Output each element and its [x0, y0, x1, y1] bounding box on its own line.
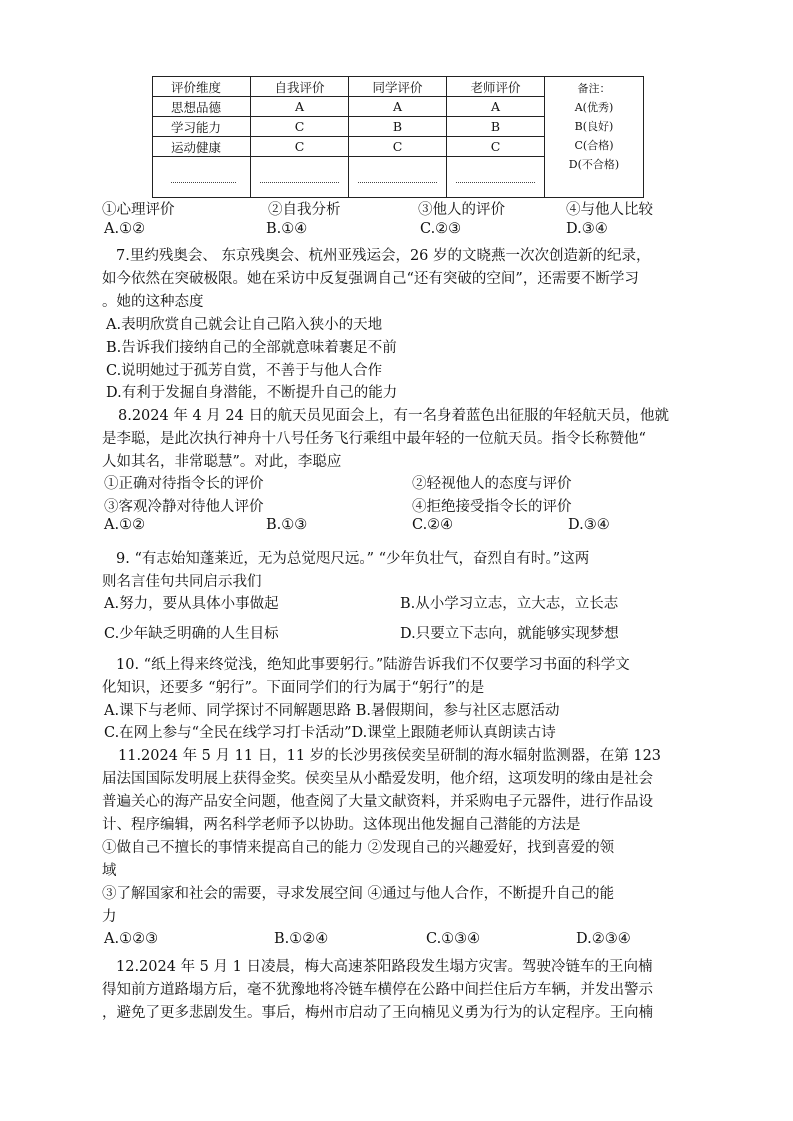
- q9-stem: 则名言佳句共同启示我们: [102, 574, 262, 590]
- q10-stem: 化知识，还要多 “躬行”。下面同学们的行为属于“躬行”的是: [102, 680, 485, 696]
- table-header: 同学评价: [349, 77, 447, 97]
- q10-stem: 10. “纸上得来终觉浅，绝知此事要躬行。”陆游告诉我们不仅要学习书面的科学文: [116, 657, 630, 673]
- q12-stem: ，避免了更多悲剧发生。事后，梅州市启动了王向楠见义勇为行为的认定程序。王向楠: [102, 1005, 653, 1021]
- q8-item: ④拒绝接受指令长的评价: [412, 499, 572, 515]
- q7-stem: 如今依然在突破极限。她在采访中反复强调自己“还有突破的空间”，还需要不断学习: [102, 271, 639, 287]
- q10-choice: A.课下与老师、同学探讨不同解题思路 B.暑假期间，参与社区志愿活动: [104, 703, 560, 719]
- q6-option: ④与他人比较: [566, 202, 653, 218]
- q8-choice: A.①②: [104, 517, 146, 533]
- q8-stem: 8.2024 年 4 月 24 日的航天员见面会上，有一名身着蓝色出征服的年轻航天员，他就: [118, 408, 669, 424]
- q11-choice: C.①③④: [426, 931, 481, 947]
- q11-stem: 普遍关心的海产品安全问题，他查阅了大量文献资料，并采购电子元器件，进行作品设: [102, 794, 653, 810]
- q9-choice: D.只要立下志向，就能够实现梦想: [400, 626, 619, 642]
- table-cell: B: [447, 117, 545, 137]
- q6-choice: A.①②: [104, 221, 146, 237]
- dotted-line: [171, 168, 236, 183]
- q7-stem: 7.里约残奥会、 东京残奥会、杭州亚残运会，26 岁的文晓燕一次次创造新的纪录，: [116, 248, 651, 264]
- table-header: 老师评价: [447, 77, 545, 97]
- q6-choice: D.③④: [566, 221, 608, 237]
- table-header: 评价维度: [153, 77, 251, 97]
- q9-choice: C.少年缺乏明确的人生目标: [104, 626, 279, 642]
- dotted-line: [260, 168, 340, 183]
- q8-item: ①正确对待指令长的评价: [104, 476, 264, 492]
- q8-item: ②轻视他人的态度与评价: [412, 476, 572, 492]
- note-item: C(合格): [574, 139, 614, 152]
- q8-stem: 人如其名，非常聪慧”。对此，李聪应: [102, 454, 342, 470]
- blank-cell: [251, 157, 349, 198]
- note-item: B(良好): [574, 120, 614, 133]
- q8-choice: B.①③: [266, 517, 308, 533]
- dotted-line: [456, 168, 536, 183]
- q7-choice: A.表明欣赏自己就会让自己陷入狭小的天地: [106, 317, 383, 333]
- q11-item: ③了解国家和社会的需要，寻求发展空间 ④通过与他人合作，不断提升自己的能: [102, 886, 615, 902]
- blank-cell: [447, 157, 545, 198]
- table-cell: C: [349, 137, 447, 157]
- q11-choice: A.①②③: [104, 931, 159, 947]
- table-cell: C: [447, 137, 545, 157]
- table-cell: C: [251, 137, 349, 157]
- table-header-row: [153, 77, 644, 97]
- table-header: 自我评价: [251, 77, 349, 97]
- q11-item: 力: [102, 909, 117, 925]
- q8-choice: D.③④: [568, 517, 610, 533]
- note-item: D(不合格): [568, 158, 620, 171]
- q7-choice: D.有利于发掘自身潜能，不断提升自己的能力: [106, 385, 398, 401]
- q10-choice: C.在网上参与“全民在线学习打卡活动”D.课堂上跟随老师认真朗读古诗: [104, 725, 556, 741]
- q7-stem: 。她的这种态度: [102, 294, 204, 310]
- q8-stem: 是李聪，是此次执行神舟十八号任务飞行乘组中最年轻的一位航天员。指令长称赞他“: [102, 431, 646, 447]
- table-cell: A: [447, 97, 545, 117]
- table-cell: 学习能力: [153, 117, 251, 137]
- q6-option: ②自我分析: [268, 202, 341, 218]
- q11-choice: B.①②④: [274, 931, 329, 947]
- q6-option: ③他人的评价: [418, 202, 505, 218]
- q9-stem: 9. “有志始知蓬莱近，无为总觉咫尺远。” “少年负壮气，奋烈自有时。”这两: [116, 551, 590, 567]
- q6-choice: B.①④: [266, 221, 308, 237]
- q9-choice: A.努力，要从具体小事做起: [104, 596, 279, 612]
- q6-choice: C.②③: [420, 221, 462, 237]
- dotted-line: [358, 168, 438, 183]
- table-cell: 思想品德: [153, 97, 251, 117]
- q9-choice: B.从小学习立志，立大志，立长志: [400, 596, 619, 612]
- evaluation-table: [152, 76, 644, 198]
- q12-stem: 12.2024 年 5 月 1 日凌晨，梅大高速茶阳路段发生塌方灾害。驾驶冷链车的王向楠: [116, 959, 653, 975]
- note-item: A(优秀): [574, 101, 614, 114]
- blank-cell: [153, 157, 251, 198]
- note-title: 备注：: [577, 82, 611, 95]
- q11-item: 域: [102, 863, 117, 879]
- q8-item: ③客观冷静对待他人评价: [104, 499, 264, 515]
- blank-cell: [349, 157, 447, 198]
- table-cell: A: [251, 97, 349, 117]
- q7-choice: B.告诉我们接纳自己的全部就意味着裹足不前: [106, 340, 397, 356]
- q12-stem: 得知前方道路塌方后，毫不犹豫地将冷链车横停在公路中间拦住后方车辆，并发出警示: [102, 982, 653, 998]
- q6-option: ①心理评价: [102, 202, 175, 218]
- q11-stem: 届法国国际发明展上获得金奖。侯奕呈从小酷爱发明，他介绍，这项发明的缘由是社会: [102, 771, 653, 787]
- table-cell: A: [349, 97, 447, 117]
- table-note: [545, 77, 644, 198]
- q11-stem: 计、程序编辑，两名科学老师予以协助。这体现出他发掘自己潜能的方法是: [102, 817, 581, 833]
- q11-stem: 11.2024 年 5 月 11 日，11 岁的长沙男孩侯奕呈研制的海水辐射监测器，在第 123: [118, 748, 662, 764]
- table-cell: B: [349, 117, 447, 137]
- q8-choice: C.②④: [412, 517, 454, 533]
- q11-choice: D.②③④: [576, 931, 631, 947]
- q7-choice: C.说明她过于孤芳自赏，不善于与他人合作: [106, 363, 383, 379]
- table-cell: 运动健康: [153, 137, 251, 157]
- q11-item: ①做自己不擅长的事情来提高自己的能力 ②发现自己的兴趣爱好，找到喜爱的领: [102, 840, 615, 856]
- table-cell: C: [251, 117, 349, 137]
